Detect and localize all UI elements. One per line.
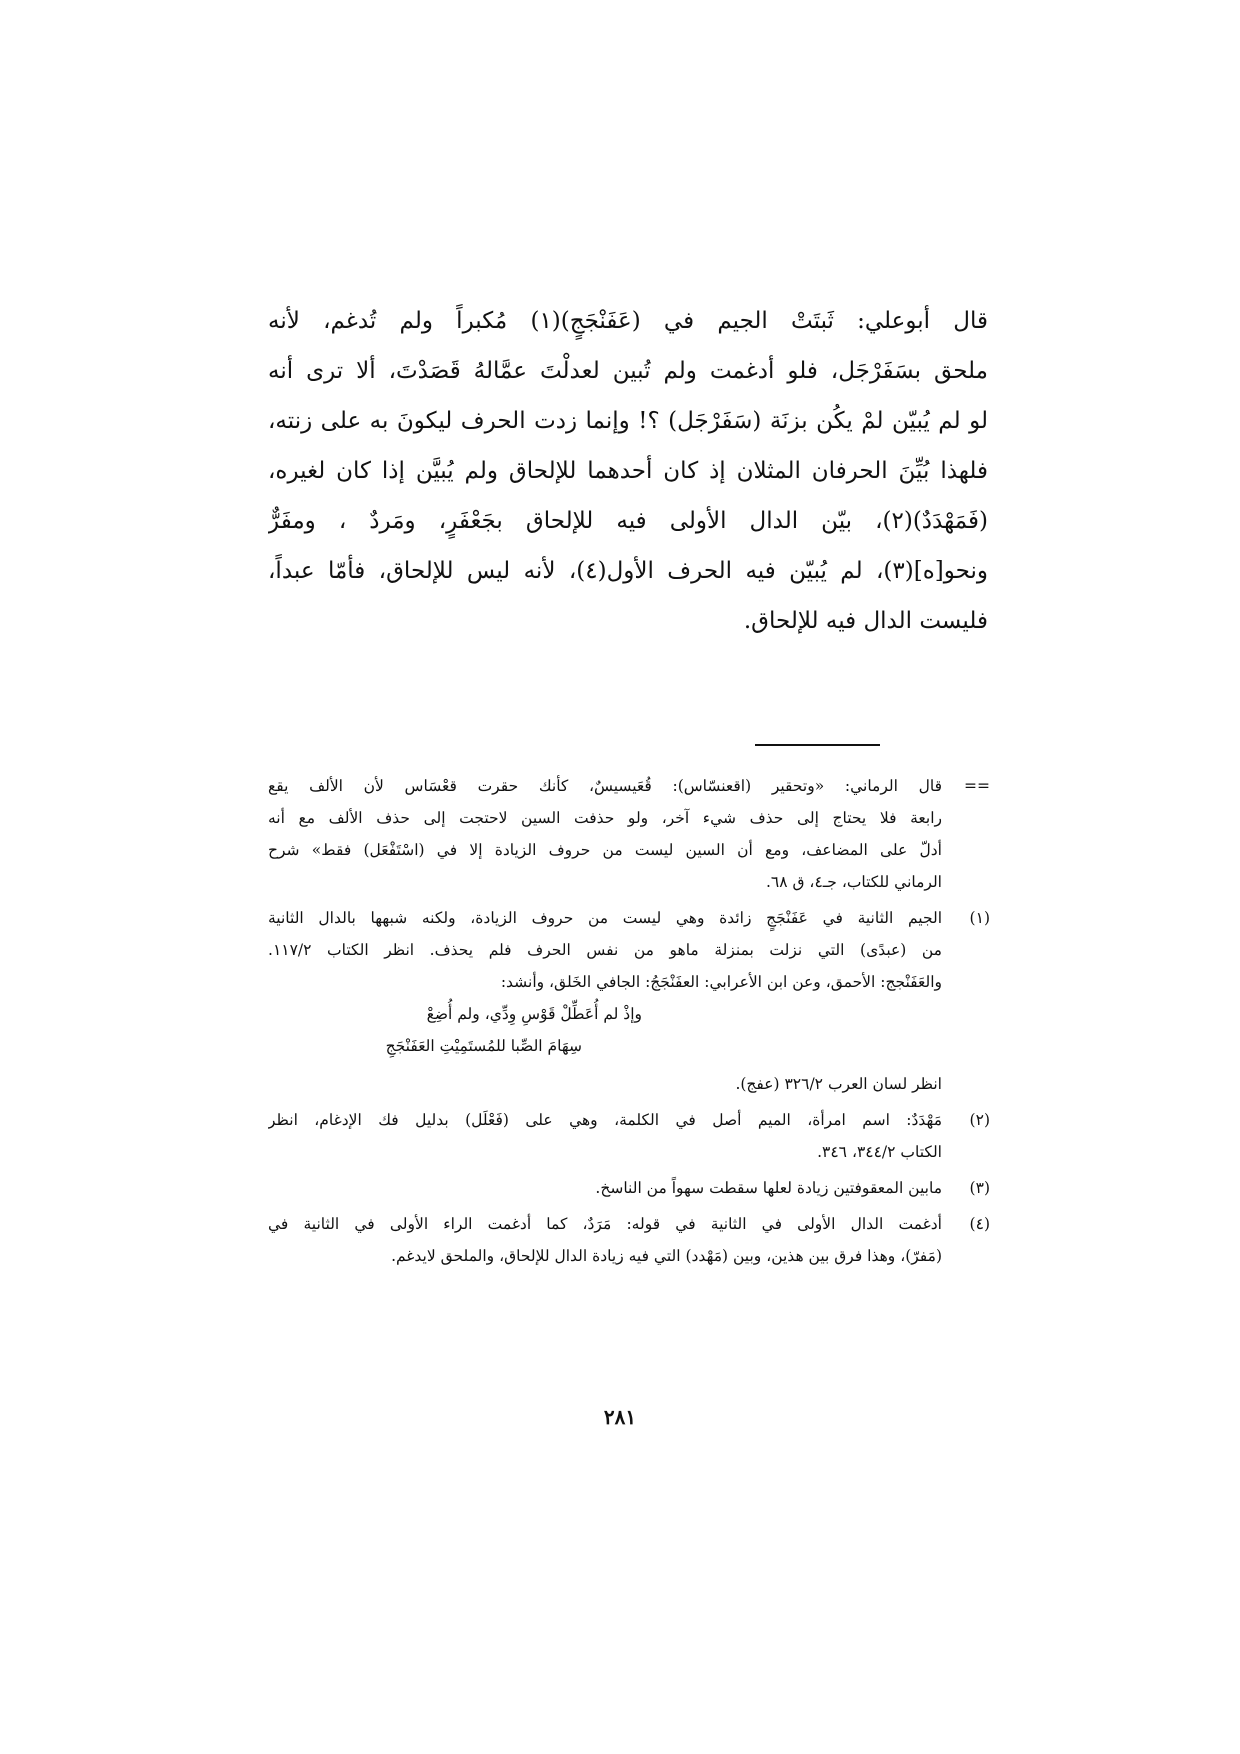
footnote-number: (١) <box>969 909 990 927</box>
footnotes <box>268 770 990 1276</box>
main-text-line: ملحق بسَفَرْجَل، فلو أدغمت ولم تُبين لعدلْتَ عمَّالهُ قَصَدْتَ، ألا ترى أنه <box>268 358 988 384</box>
footnote-line: أدغمت الدال الأولى في الثانية في قوله: مَرَدٌ، كما أدغمت الراء الأولى في الثانية في <box>268 1215 942 1233</box>
footnote-line: الجيم الثانية في عَفَنْجَجٍ زائدة وهي ليست من حروف الزيادة، ولكنه شبهها بالدال الثانية <box>268 909 942 927</box>
main-text-line: قال أبوعلي: ثَبتَتْ الجيم في (عَفَنْجَجٍ)(١) مُكبراً ولم تُدغم، لأنه <box>268 308 988 334</box>
main-text-line: (فَمَهْدَدٌ)(٢)، بيّن الدال الأولى فيه للإلحاق بجَعْفَرٍ، ومَردٌ ، ومفَرٌّ <box>268 508 988 534</box>
footnote-marker: == <box>964 777 990 795</box>
footnote-number: (٤) <box>969 1215 990 1233</box>
footnote-line: قال الرماني: «وتحقير (اقعنسّاس): قُعَيسيسٌ، كأنك حقرت قعْسَاس لأن الألف يقع <box>268 777 942 795</box>
footnote-line: انظر لسان العرب ٣٢٦/٢ (عفج). <box>735 1075 942 1093</box>
main-text-line: ونحو[ه](٣)، لم يُبيّن فيه الحرف الأول(٤)، لأنه ليس للإلحاق، فأمّا عبداً، <box>268 558 988 584</box>
poetry-verse: وإذْ لم أُعَطِّلْ قَوْسِ وِدِّي، ولم أُضِعْ <box>426 1005 642 1023</box>
footnote-line: الكتاب ٣٤٤/٢، ٣٤٦. <box>817 1143 942 1161</box>
footnote-number: (٣) <box>969 1179 990 1197</box>
footnote-4 <box>268 1208 990 1272</box>
footnote-1 <box>268 902 990 1100</box>
footnote-continuation <box>268 770 990 898</box>
main-text-line: لو لم يُبيّن لمْ يكُن بزنَة (سَفَرْجَل) ؟! وإنما زدت الحرف ليكونَ به على زنته، <box>268 408 988 434</box>
main-text-line: فلهذا بُيِّنَ الحرفان المثلان إذ كان أحدهما للإلحاق ولم يُبيَّن إذا كان لغيره، <box>268 458 988 484</box>
footnote-line: الرماني للكتاب، جـ٤، ق ٦٨. <box>765 873 942 891</box>
footnote-line: (مَفرّ)، وهذا فرق بين هذين، وبين (مَهْدد) التي فيه زيادة الدال للإلحاق، والملحق لايدغم. <box>391 1247 942 1265</box>
footnote-line: أدلّ على المضاعف، ومع أن السين ليست من حروف الزيادة إلا في (اسْتَفْعَل) فقط» شرح <box>268 841 942 859</box>
footnote-2 <box>268 1104 990 1168</box>
footnote-line: مابين المعقوفتين زيادة لعلها سقطت سهواً من الناسخ. <box>595 1179 942 1197</box>
footnote-line: رابعة فلا يحتاج إلى حذف شيء آخر، ولو حذفت السين لاحتجت إلى حذف الألف مع أنه <box>268 809 942 827</box>
footnote-line: من (عبدًى) التي نزلت بمنزلة ماهو من نفس الحرف فلم يحذف. انظر الكتاب ١١٧/٢. <box>268 941 942 959</box>
page-number: ٢٨١ <box>603 1405 637 1429</box>
footnote-3 <box>268 1172 990 1204</box>
footnote-line: مَهْدَدٌ: اسم امرأة، الميم أصل في الكلمة، وهي على (فَعْلَل) بدليل فك الإدغام، انظر <box>268 1111 942 1129</box>
main-text-line: فليست الدال فيه للإلحاق. <box>743 608 988 634</box>
footnote-line: والعَفَنْجج: الأحمق، وعن ابن الأعرابي: العفَنْجَجُ: الجافي الخَلق، وأنشد: <box>500 973 942 991</box>
footnote-separator <box>755 744 880 746</box>
poetry-verse: سِهَامَ الصِّبا للمُستَمِيْتِ العَفَنْجَجِ <box>385 1037 582 1055</box>
main-text <box>268 296 988 646</box>
footnote-number: (٢) <box>969 1111 990 1129</box>
